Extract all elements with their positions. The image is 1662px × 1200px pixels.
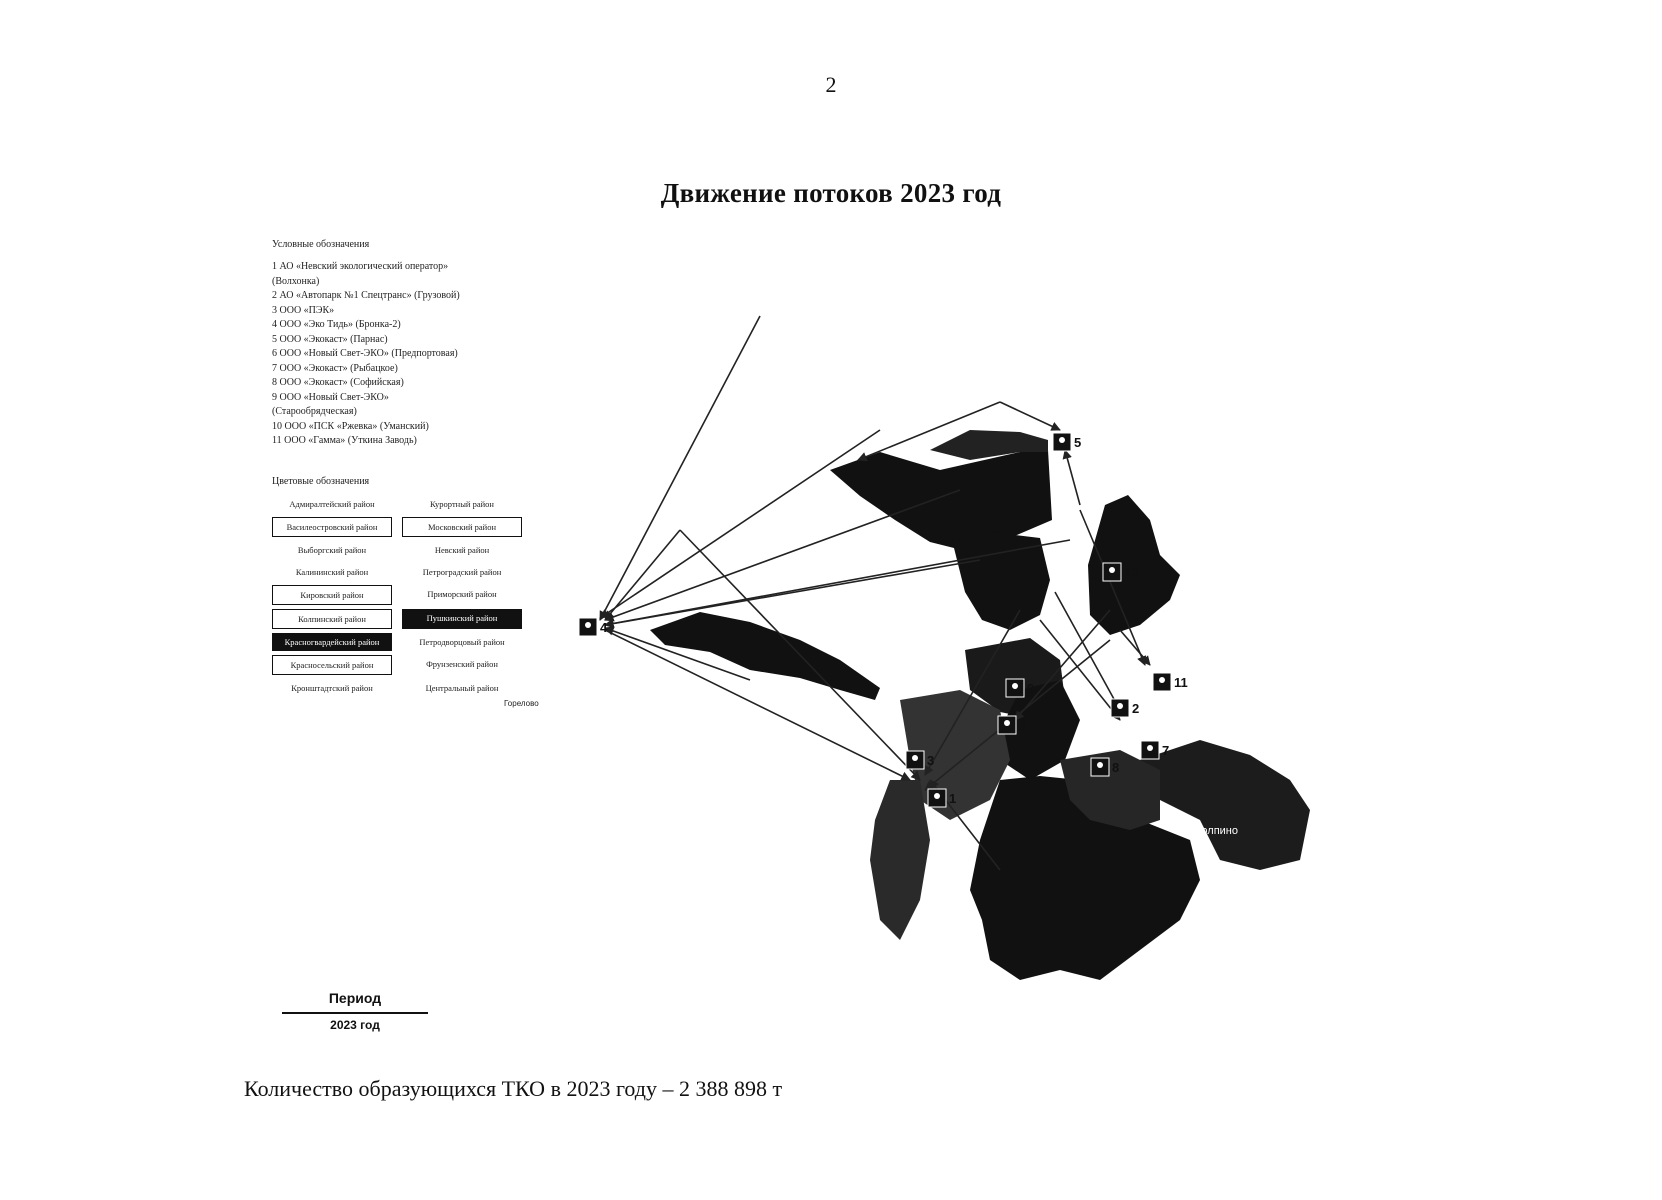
period-divider [282,1012,428,1014]
facility-number: 6 [1019,718,1027,733]
facility-marker-5[interactable] [1053,433,1081,451]
facility-marker-8[interactable] [1091,758,1119,776]
district-color-legend [272,495,522,697]
facility-person-icon [1117,703,1123,709]
flow-map [500,220,1400,1010]
operator-list-item: 6 ООО «Новый Свет-ЭКО» (Предпортовая) [272,348,458,359]
district-legend-item: Центральный район [425,682,499,693]
page-number: 2 [825,72,837,97]
operator-list-item: 11 ООО «Гамма» (Уткина Заводь) [272,435,417,446]
district-legend-item: Фрунзенский район [426,658,498,669]
district-legend-item: Приморский район [427,588,497,599]
operator-list-item: 1 АО «Невский экологический оператор» [272,261,449,272]
facility-marker-2[interactable] [1111,699,1139,717]
district-legend-item: Адмиралтейский район [289,498,375,509]
district-regions [650,430,1310,980]
facility-person-icon [1147,745,1153,751]
period-value: 2023 год [330,1018,380,1032]
flow-line [600,430,880,618]
facility-marker-6[interactable] [998,716,1026,734]
district-legend-item: Василеостровский район [272,517,392,537]
facility-person-icon [934,793,940,799]
flow-line [1120,630,1150,665]
operator-list-item: 9 ООО «Новый Свет-ЭКО» [272,391,389,403]
facility-person-icon [1059,437,1065,443]
period-label: Период [328,990,382,1006]
facility-number: 7 [1162,743,1170,758]
operator-list-item: 10 ООО «ПСК «Ржевка» (Уманский) [272,420,429,432]
flow-line [600,316,760,620]
facility-marker-11[interactable] [1153,673,1188,691]
facility-number: 3 [927,753,935,768]
flow-line [1000,402,1060,430]
flow-line [680,530,920,780]
facility-number: 5 [1074,435,1082,450]
operator-list-item: (Волхонка) [272,275,320,287]
district-legend-item: Красногвардейский район [272,633,392,651]
operator-list-item: 3 ООО «ПЭК» [272,304,335,316]
facility-marker-1[interactable] [928,789,956,807]
district-legend-item: Колпинский район [272,609,392,629]
facility-person-icon [1159,677,1165,683]
facility-number: 11 [1174,675,1188,690]
facility-person-icon [1097,762,1103,768]
operator-list-item: 2 АО «Автопарк №1 Спецтранс» (Грузовой) [272,290,460,301]
district-legend-item: Петроградский район [422,566,502,577]
facility-person-icon [912,755,918,761]
district-legend-item: Кировский район [272,585,392,605]
district-legend-item: Калининский район [295,566,369,577]
place-label-gorelovo: Горелово [504,699,539,708]
facility-marker-9[interactable] [1006,679,1034,697]
facility-number: 9 [1027,681,1035,696]
facility-number: 1 [949,791,957,806]
facility-marker-7[interactable] [1141,741,1169,759]
facility-person-icon [1012,683,1018,689]
facility-person-icon [585,622,591,628]
flow-line [1065,450,1080,505]
operator-list-item: 7 ООО «Экокаст» (Рыбацкое) [272,362,398,374]
facility-person-icon [1109,567,1115,573]
operator-list-item: 5 ООО «Экокаст» (Парнас) [272,333,388,345]
facility-number: 10 [1124,565,1139,580]
operator-list-item: (Старообрядческая) [272,406,357,417]
waste-volume-caption: Количество образующихся ТКО в 2023 году – 2 388 898 т [244,1076,783,1101]
facility-number: 4 [600,620,608,635]
district-legend-item: Красносельский район [272,655,392,675]
facility-marker-10[interactable] [1103,563,1138,581]
map-title: Движение потоков 2023 год [660,178,1002,208]
legend-heading: Условные обозначения [272,239,370,250]
facility-marker-3[interactable] [906,751,934,769]
district-legend-item: Выборгский район [297,544,367,555]
color-legend-heading: Цветовые обозначения [272,475,370,487]
facility-person-icon [1004,720,1010,726]
operator-list-item: 8 ООО «Экокаст» (Софийская) [272,377,404,388]
district-legend-item: Московский район [402,517,522,537]
facility-number: 8 [1112,760,1120,775]
place-label-kolpino: Колпино [1195,825,1238,837]
district-legend-item: Петродворцовый район [419,636,505,647]
facility-marker-4[interactable] [579,618,608,636]
district-legend-item: Кронштадтский район [291,682,373,693]
operator-list-item: 4 ООО «Эко Тидь» (Бронка-2) [272,319,401,330]
district-legend-item: Пушкинский район [402,609,522,629]
region-kirovsky [870,780,930,940]
district-legend-item: Курортный район [430,498,494,509]
facility-number: 2 [1132,701,1140,716]
district-legend-item: Невский район [434,544,490,555]
